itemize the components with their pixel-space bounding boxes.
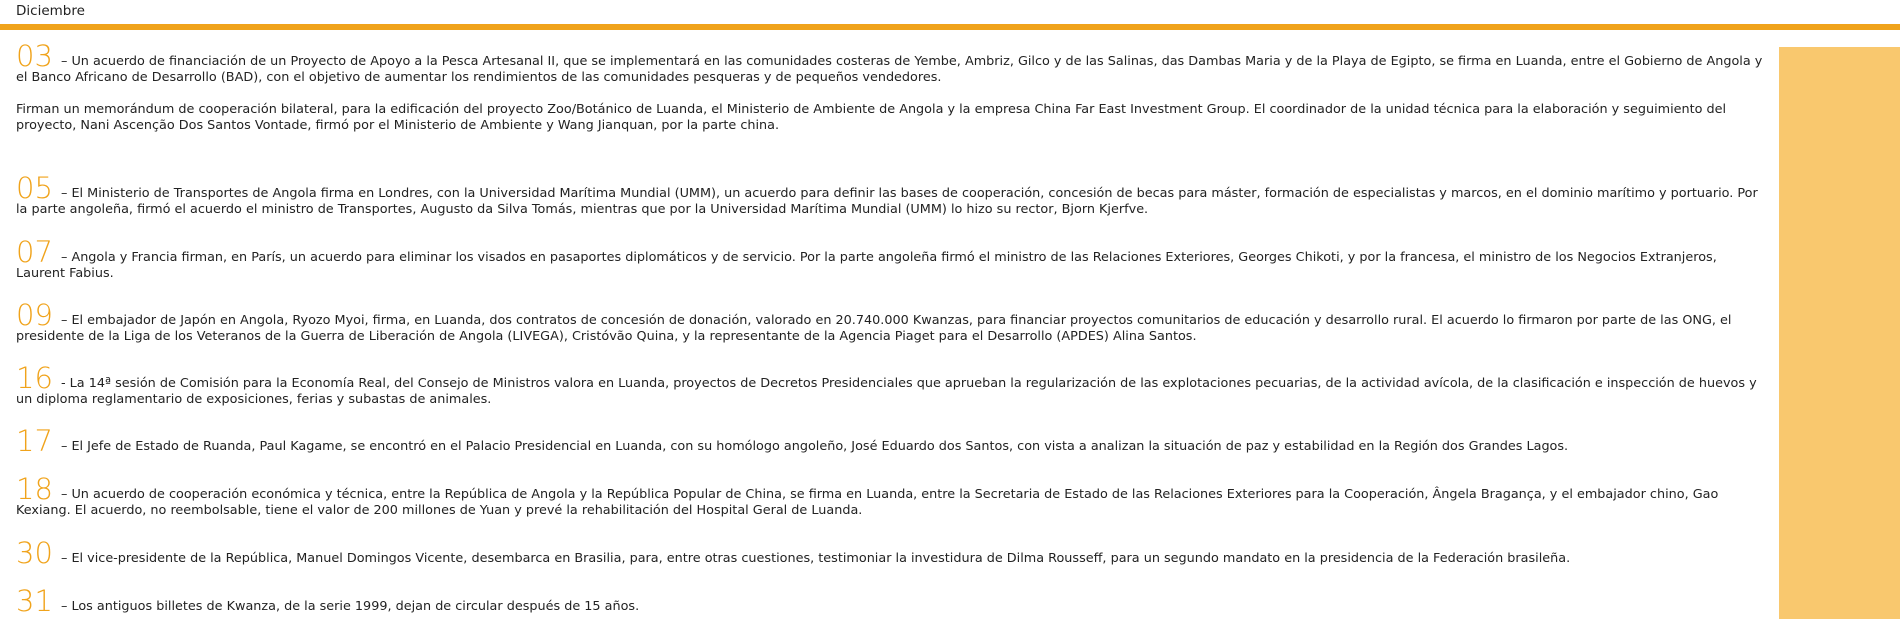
entry-text: – El vice-presidente de la República, Manuel Domingos Vicente, desembarca en Brasilia, para, entre otras cuestiones, testimoniar la investidura de Dilma Rousseff, para un segundo mandato en la presidencia de la Federación brasileña. bbox=[56, 551, 1571, 566]
entry-day: 05 bbox=[16, 171, 53, 205]
entry-31 bbox=[16, 584, 1768, 618]
entry-18 bbox=[16, 472, 1768, 519]
entry-day: 18 bbox=[16, 472, 53, 506]
chronology-list bbox=[16, 38, 1768, 618]
entry-09 bbox=[16, 298, 1768, 345]
entry-text: – Un acuerdo de cooperación económica y técnica, entre la República de Angola y la República Popular de China, se firma en Luanda, entre la Secretaria de Estado de las Relaciones Exteriores para la Cooperación, Ângela Bragança, y el embajador chino, Gao Kexiang. El acuerdo, no reembolsable, tiene el valor de 200 millones de Yuan y prevé la rehabilitación del Hospital Geral de Luanda. bbox=[16, 487, 1719, 518]
entry-day: 07 bbox=[16, 235, 53, 269]
entry-text: – Un acuerdo de financiación de un Proyecto de Apoyo a la Pesca Artesanal II, que se implementará en las comunidades costeras de Yembe, Ambriz, Gilco y de las Salinas, das Dambas Maria y de la Playa de Egipto, se firma en Luanda, entre el Gobierno de Angola y el Banco Africano de Desarrollo (BAD), con el objetivo de aumentar los rendimientos de las comunidades pesqueras y de pequeños vendedores. bbox=[16, 54, 1763, 85]
entry-text: – Los antiguos billetes de Kwanza, de la serie 1999, dejan de circular después de 15 años. bbox=[56, 599, 640, 614]
header-rule bbox=[0, 24, 1900, 30]
entry-day: 09 bbox=[16, 298, 53, 332]
entry-05 bbox=[16, 171, 1768, 218]
entry-30 bbox=[16, 536, 1768, 570]
entry-text: – El Ministerio de Transportes de Angola firma en Londres, con la Universidad Marítima Mundial (UMM), un acuerdo para definir las bases de cooperación, concesión de becas para máster, formación de especialistas y marcos, en el dominio marítimo y portuario. Por la parte angoleña, firmó el acuerdo el ministro de Transportes, Augusto da Silva Tomás, mientras que por la Universidad Marítima Mundial (UMM) lo hizo su rector, Bjorn Kjerfve. bbox=[16, 186, 1758, 217]
entry-17 bbox=[16, 424, 1768, 458]
entry-03-note: Firman un memorándum de cooperación bilateral, para la edificación del proyecto Zoo/Botánico de Luanda, el Ministerio de Ambiente de Angola y la empresa China Far East Investment Group. El coordinador de la unidad técnica para la elaboración y seguimiento del proyecto, Nani Ascenção Dos Santos Vontade, firmó por el Ministerio de Ambiente y Wang Jianquan, por la parte china. bbox=[16, 102, 1727, 133]
page-header-month: Diciembre bbox=[16, 3, 85, 19]
entry-text: – El embajador de Japón en Angola, Ryozo Myoi, firma, en Luanda, dos contratos de concesión de donación, valorado en 20.740.000 Kwanzas, para financiar proyectos comunitarios de educación y desarrollo rural. El acuerdo lo firmaron por parte de las ONG, el presidente de la Liga de los Veteranos de la Guerra de Liberación de Angola (LIVEGA), Cristóvão Quina, y la representante de la Agencia Piaget para el Desarrollo (APDES) Alina Santos. bbox=[16, 313, 1732, 344]
entry-day: 30 bbox=[16, 536, 53, 570]
entry-03 bbox=[16, 39, 1768, 86]
entry-text: - La 14ª sesión de Comisión para la Economía Real, del Consejo de Ministros valora en Luanda, proyectos de Decretos Presidenciales que aprueban la regularización de las explotaciones pecuarias, de la actividad avícola, de la clasificación e inspección de huevos y un diploma reglamentario de exposiciones, ferias y subastas de animales. bbox=[16, 376, 1757, 407]
entry-16 bbox=[16, 361, 1768, 408]
entry-text: – El Jefe de Estado de Ruanda, Paul Kagame, se encontró en el Palacio Presidencial en Luanda, con su homólogo angoleño, José Eduardo dos Santos, con vista a analizan la situación de paz y estabilidad en la Región dos Grandes Lagos. bbox=[56, 439, 1569, 454]
entry-text: – Angola y Francia firman, en París, un acuerdo para eliminar los visados en pasaportes diplomáticos y de servicio. Por la parte angoleña firmó el ministro de las Relaciones Exteriores, Georges Chikoti, y por la francesa, el ministro de los Negocios Extranjeros, Laurent Fabius. bbox=[16, 250, 1717, 281]
side-color-band bbox=[1779, 47, 1900, 619]
entry-day: 16 bbox=[16, 361, 53, 395]
entry-07 bbox=[16, 235, 1768, 282]
entry-day: 17 bbox=[16, 424, 53, 458]
entry-day: 31 bbox=[16, 584, 53, 618]
entry-day: 03 bbox=[16, 39, 53, 73]
